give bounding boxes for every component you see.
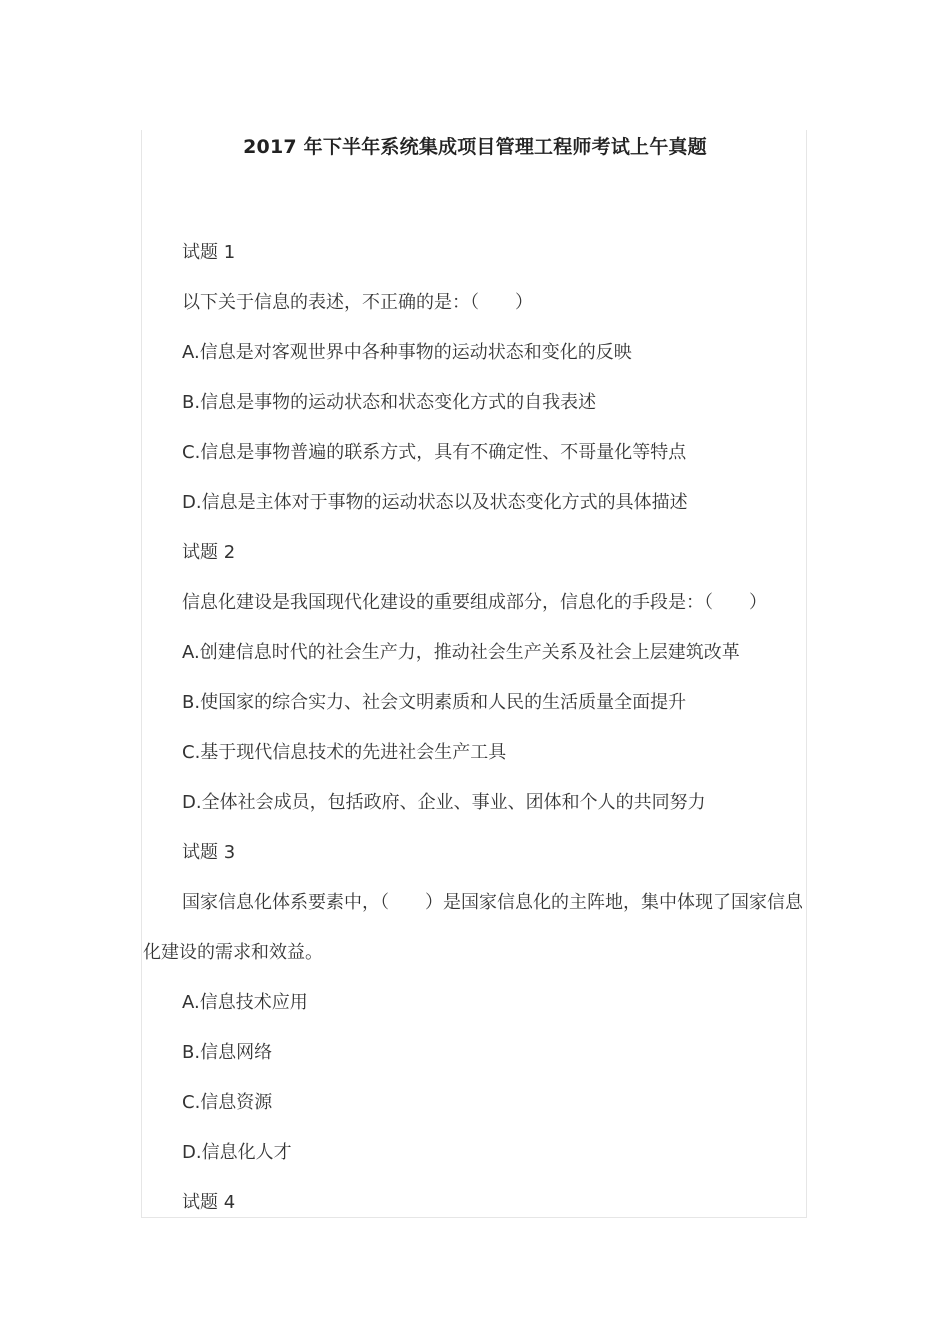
question-3-stem: 国家信息化体系要素中，（ ）是国家信息化的主阵地，集中体现了国家信息化建设的需求和效益。 bbox=[143, 892, 803, 963]
question-4-label: 试题 4 bbox=[182, 1192, 236, 1213]
question-2-stem: 信息化建设是我国现代化建设的重要组成部分，信息化的手段是：（ ） bbox=[182, 592, 767, 613]
question-1-option-c: C.信息是事物普遍的联系方式，具有不确定性、不哥量化等特点 bbox=[182, 442, 687, 463]
question-1-stem: 以下关于信息的表述，不正确的是：（ ） bbox=[182, 292, 533, 313]
question-3-option-b: B.信息网络 bbox=[182, 1042, 273, 1063]
question-3-option-c: C.信息资源 bbox=[182, 1092, 273, 1113]
page-title: 2017 年下半年系统集成项目管理工程师考试上午真题 bbox=[243, 136, 707, 158]
question-2-option-c: C.基于现代信息技术的先进社会生产工具 bbox=[182, 742, 507, 763]
question-1-option-a: A.信息是对客观世界中各种事物的运动状态和变化的反映 bbox=[182, 342, 632, 363]
question-1-option-d: D.信息是主体对于事物的运动状态以及状态变化方式的具体描述 bbox=[182, 492, 688, 513]
question-2-option-d: D.全体社会成员，包括政府、企业、事业、团体和个人的共同努力 bbox=[182, 792, 706, 813]
question-2-label: 试题 2 bbox=[182, 542, 236, 563]
question-3-option-d: D.信息化人才 bbox=[182, 1142, 292, 1163]
question-3-label: 试题 3 bbox=[182, 842, 236, 863]
question-1-label: 试题 1 bbox=[182, 242, 236, 263]
question-2-option-b: B.使国家的综合实力、社会文明素质和人民的生活质量全面提升 bbox=[182, 692, 687, 713]
question-list bbox=[143, 228, 808, 1228]
question-3-option-a: A.信息技术应用 bbox=[182, 992, 308, 1013]
question-2-option-a: A.创建信息时代的社会生产力，推动社会生产关系及社会上层建筑改革 bbox=[182, 642, 740, 663]
question-1-option-b: B.信息是事物的运动状态和状态变化方式的自我表述 bbox=[182, 392, 597, 413]
